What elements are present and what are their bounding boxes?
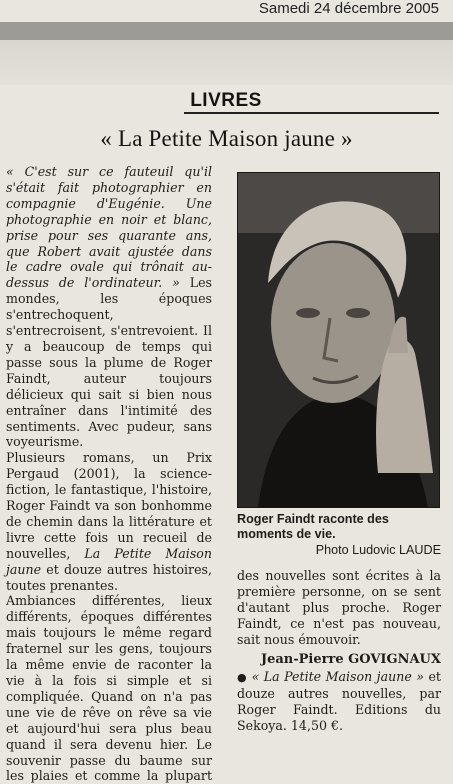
- paragraph-1-body: Les mondes, les époques s'entrechoquent, s'entrecroisent, s'entrevoient. Il y a beaucoup de temps qui passe sous la plume de Roger Faindt, auteur toujours délicieux qui sait si bien nous entraîner dans l'intimité des sentiments. Avec pudeur, sans voyeurisme.: [6, 275, 212, 450]
- book-reference-text: [237, 669, 441, 734]
- book-reference-title: « La Petite Maison jaune »: [251, 669, 424, 684]
- paragraph-2-start: Plusieurs romans, un Prix Pergaud (2001), la science-fiction, le fantastique, l'histoire, Roger Faindt va son bonhomme de chemin dans la littérature et livre cette fois un recueil de nouvelles,: [6, 450, 212, 561]
- photo-caption: Roger Faindt raconte des moments de vie.: [237, 512, 389, 541]
- section-rubric: LIVRES: [184, 90, 268, 114]
- article-column-right: [237, 568, 441, 648]
- paragraph-3: Ambiances différentes, lieux différents, époques différentes mais toujours le même regard fraternel sur les gens, toujours la même envie de raconter la vie à la fois si simple et si compliquée. Quand on n'a pas une vie de rêve on rêve sa vie et aujourd'hui sera plus beau quand il sera devenu hier. Le souvenir passe du baume sur les plaies et comme la plupart: [6, 593, 212, 784]
- article-author: Jean-Pierre GOVIGNAUX: [260, 652, 441, 667]
- top-band: [0, 22, 453, 40]
- book-reference: [237, 669, 441, 734]
- paragraph-3-continued: des nouvelles sont écrites à la première personne, on se sent d'autant plus proche. Roger Faindt, ce n'est pas nouveau, sait nous émouvoir.: [237, 568, 441, 647]
- author-photo: [237, 172, 440, 508]
- opening-quote: « C'est sur ce fauteuil qu'il s'était fait photographier en compagnie d'Eugénie. Une photographie en noir et blanc, prise pour ses quarante ans, que Robert avait ajustée dans le cadre ovale qui trônait au-dessus de l'ordinateur. »: [6, 164, 212, 291]
- author-portrait-illustration: [238, 173, 439, 507]
- bleed-through-area: [0, 40, 453, 85]
- bullet-icon: ●: [237, 671, 248, 684]
- article-headline: « La Petite Maison jaune »: [100, 126, 353, 151]
- dateline: Samedi 24 décembre 2005: [258, 0, 439, 17]
- article-column-left: [6, 164, 212, 784]
- paragraph-1: [6, 164, 212, 450]
- book-reference-details: et douze autres nouvelles, par Roger Faindt. Editions du Sekoya. 14,50 €.: [237, 669, 441, 733]
- paragraph-2-end: et douze autres histoires, toutes prenantes.: [6, 561, 212, 593]
- book-title-inline: La Petite Maison jaune: [6, 545, 212, 577]
- section-header: [0, 90, 453, 116]
- paragraph-2: [6, 450, 212, 593]
- photo-credit: Photo Ludovic LAUDE: [315, 543, 441, 557]
